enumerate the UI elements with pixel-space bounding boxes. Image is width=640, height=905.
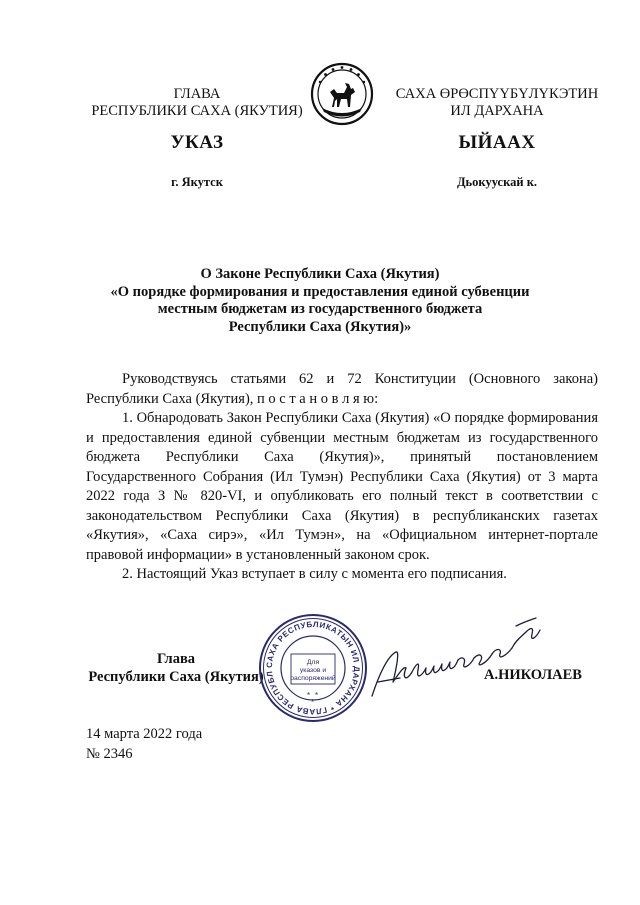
official-seal: [257, 612, 369, 724]
header-left-line2: РЕСПУБЛИКИ САХА (ЯКУТИЯ): [91, 103, 303, 119]
header-right-line1: САХА ӨРӨСПҮҮБҮЛҮКЭТИН: [395, 86, 599, 102]
title-line-1: О Законе Республики Саха (Якутия): [200, 266, 440, 282]
decree-body: [86, 370, 598, 585]
title-line-4: Республики Саха (Якутия)»: [228, 318, 412, 335]
svg-text:*: *: [307, 691, 311, 700]
doc-type-left: УКАЗ: [170, 132, 224, 153]
title-line-2: «О порядке формирования и предоставления единой субвенции: [110, 283, 530, 300]
decree-date: 14 марта 2022 года: [86, 726, 203, 742]
city-left: г. Якутск: [171, 175, 223, 189]
city-right: Дьокуускай к.: [456, 175, 538, 189]
seal-ring-text: САХА РЕСПУБЛИКАТЫН ИЛ ДАРХАНА * ГЛАВА РЕСПУБЛ: [264, 619, 362, 717]
handwritten-signature: [366, 612, 544, 702]
decree-title: [70, 266, 570, 336]
signatory-title-line1: Глава: [156, 651, 196, 667]
decree-number: № 2346: [86, 746, 133, 762]
svg-text:*: *: [311, 698, 315, 707]
seal-center-line1: Для: [306, 659, 320, 666]
doc-type-right: ЫЙААХ: [458, 132, 536, 153]
signatory-title-line2: Республики Саха (Якутия): [88, 669, 264, 685]
seal-center-line3: распоряжений: [290, 675, 336, 682]
republic-emblem-icon: [310, 62, 374, 126]
body-paragraph-preamble: Руководствуясь статьями 62 и 72 Конституции (Основного закона) Республики Саха (Якутия), п о с т а н о в л я ю:: [86, 371, 598, 407]
body-paragraph-2: 2. Настоящий Указ вступает в силу с момента его подписания.: [122, 566, 507, 582]
header-left-line1: ГЛАВА: [173, 86, 221, 102]
svg-text:*: *: [315, 691, 319, 700]
header-right-line2: ИЛ ДАРХАНА: [450, 103, 544, 119]
decree-footer: [86, 724, 202, 764]
signatory-title: [86, 650, 266, 686]
header-left: [62, 86, 332, 120]
title-line-3: местным бюджетам из государственного бюджета: [157, 301, 483, 317]
signatory-name: А.НИКОЛАЕВ: [484, 667, 582, 683]
seal-center-line2: указов и: [299, 667, 327, 674]
body-paragraph-1: 1. Обнародовать Закон Республики Саха (Якутия) «О порядке формирования и предоставления единой субвенции местным бюджетам из государственного бюджета Республики Саха (Якутия)», принятый постановлением Государственного Собрания (Ил Тумэн) Республики Саха (Якутия) от 3 марта 2022 года З № 820-VI, и опубликовать его полный текст в соответствии с законодательством Республики Саха (Якутия) в республиканских газетах «Якутия», «Саха сирэ», «Ил Тумэн», на «Официальном интернет-портале правовой информации» в установленный законом срок.: [86, 410, 598, 563]
header-right: [382, 86, 612, 120]
